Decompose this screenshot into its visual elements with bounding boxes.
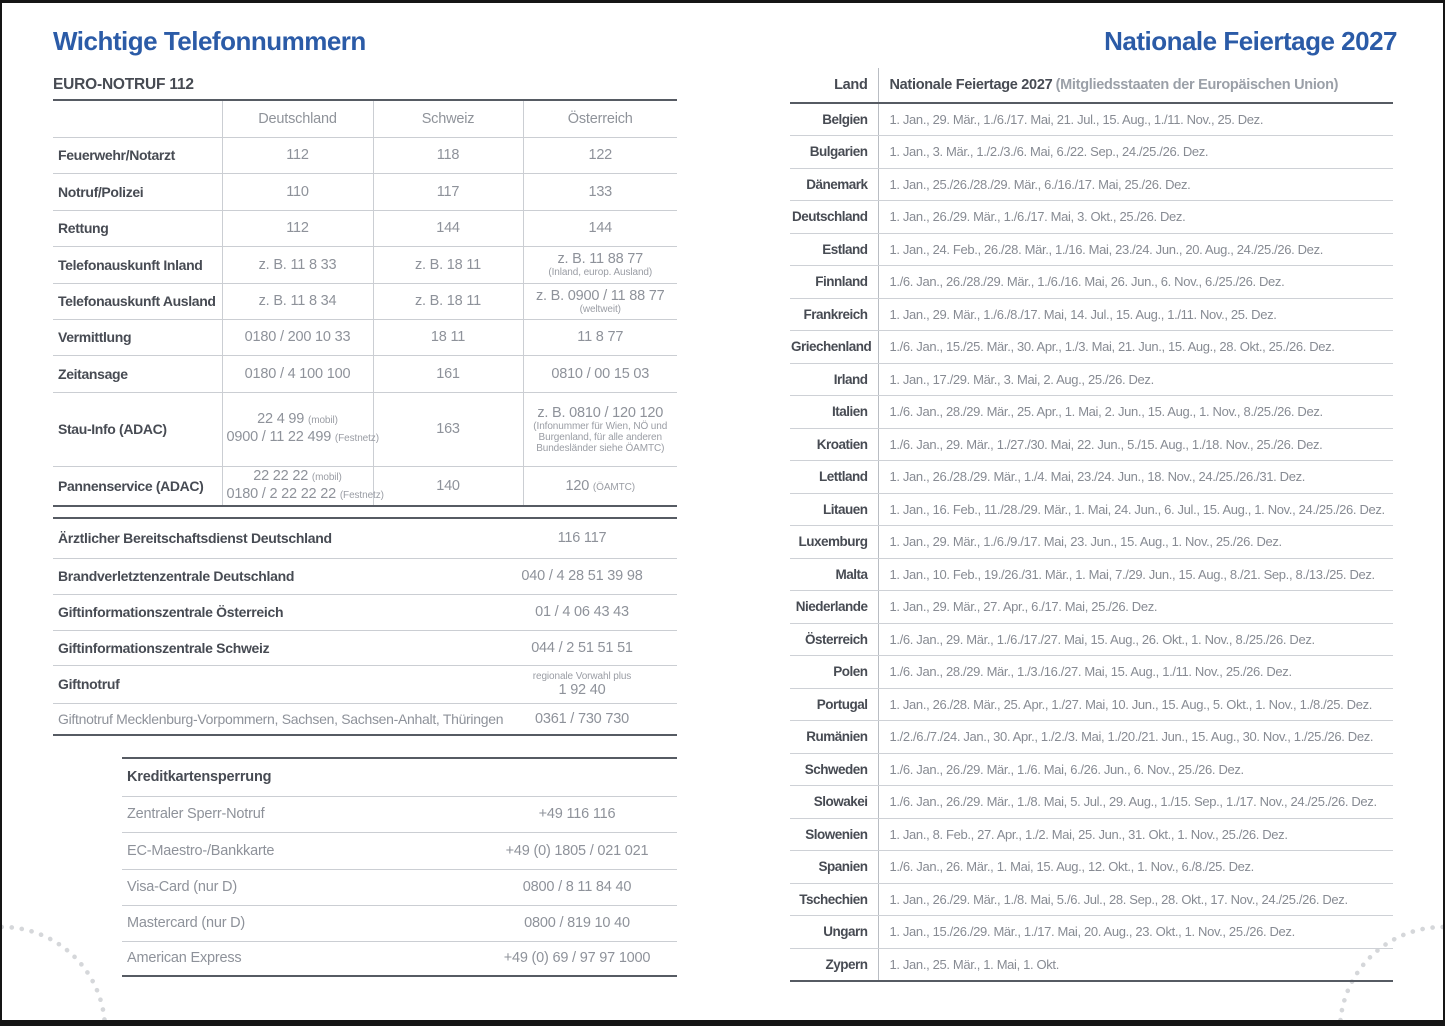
row-label: Zentraler Sperr-Notruf xyxy=(122,796,477,832)
holiday-dates: 1. Jan., 10. Feb., 19./26./31. Mär., 1. Mai, 7./29. Jun., 15. Aug., 8./21. Sep., 8./13./25. Dez. xyxy=(878,558,1393,591)
value-de: 0180 / 200 10 33 xyxy=(222,319,373,355)
row-value: +49 (0) 1805 / 021 021 xyxy=(477,832,677,869)
holiday-dates: 1./2./6./7./24. Jan., 30. Apr., 1./2./3. Mai, 1./20./21. Jun., 15. Aug., 30. Nov., 1./25./26. Dez. xyxy=(878,721,1393,754)
holiday-dates: 1. Jan., 8. Feb., 27. Apr., 1./2. Mai, 25. Jun., 31. Okt., 1. Nov., 25./26. Dez. xyxy=(878,818,1393,851)
value-note: (mobil) xyxy=(307,415,338,426)
value-ch: 118 xyxy=(373,137,523,173)
value-de: z. B. 11 8 34 xyxy=(222,283,373,319)
credit-card-heading: Kreditkartensperrung xyxy=(122,758,677,796)
holiday-dates: 1. Jan., 26./28. Mär., 25. Apr., 1./27. Mai, 10. Jun., 15. Aug., 5. Okt., 1. Nov., 1./8./25. Dez. xyxy=(878,688,1393,721)
country-name: Italien xyxy=(790,396,878,429)
country-name: Estland xyxy=(790,233,878,266)
table-row xyxy=(790,103,1393,136)
country-name: Slowenien xyxy=(790,818,878,851)
country-name: Portugal xyxy=(790,688,878,721)
holiday-dates: 1. Jan., 29. Mär., 1./6./8./17. Mai, 14. Jul., 15. Aug., 1./11. Nov., 25. Dez. xyxy=(878,298,1393,331)
table-row xyxy=(790,396,1393,429)
value-at: 122 xyxy=(523,137,677,173)
value-line xyxy=(227,411,369,429)
credit-card-table xyxy=(122,757,677,977)
table-row xyxy=(53,703,677,735)
country-name: Zypern xyxy=(790,948,878,981)
table-row xyxy=(53,319,677,355)
table-header-row xyxy=(790,68,1393,103)
table-row xyxy=(790,136,1393,169)
holiday-dates: 1. Jan., 17./29. Mär., 3. Mai, 2. Aug., 25./26. Dez. xyxy=(878,363,1393,396)
value-main: z. B. 0900 / 11 88 77 xyxy=(535,287,665,304)
table-row xyxy=(790,883,1393,916)
holiday-dates: 1./6. Jan., 29. Mär., 1./6./17./27. Mai, 15. Aug., 26. Okt., 1. Nov., 8./25./26. Dez. xyxy=(878,623,1393,656)
country-name: Belgien xyxy=(790,103,878,136)
table-row xyxy=(53,355,677,392)
table-row xyxy=(790,753,1393,786)
country-name: Spanien xyxy=(790,851,878,884)
country-name: Rumänien xyxy=(790,721,878,754)
page-title-left: Wichtige Telefonnummern xyxy=(53,26,366,56)
table-row xyxy=(122,869,677,905)
holidays-column-header xyxy=(878,68,1393,103)
euro-notruf-table xyxy=(53,99,677,507)
table-row xyxy=(790,331,1393,364)
holiday-dates: 1. Jan., 25./26./28./29. Mär., 6./16./17. Mai, 25./26. Dez. xyxy=(878,168,1393,201)
value-ch: z. B. 18 11 xyxy=(373,246,523,283)
table-row xyxy=(53,466,677,506)
value-ch: 161 xyxy=(373,355,523,392)
scan-edge-bottom xyxy=(0,1020,1445,1026)
value-main: 0900 / 11 22 499 xyxy=(226,429,332,445)
holiday-dates: 1./6. Jan., 26. Mär., 1. Mai, 15. Aug., 12. Okt., 1. Nov., 6./8./25. Dez. xyxy=(878,851,1393,884)
table-row xyxy=(122,941,677,976)
country-name: Griechenland xyxy=(790,331,878,364)
row-label: Giftnotruf Mecklenburg-Vorpommern, Sachsen, Sachsen-Anhalt, Thüringen xyxy=(58,710,504,727)
holiday-dates: 1. Jan., 16. Feb., 11./28./29. Mär., 1. Mai, 24. Jun., 6. Jul., 15. Aug., 1. Nov., 24./25./26. Dez. xyxy=(878,493,1393,526)
row-label: Giftinformationszentrale Österreich xyxy=(53,594,487,630)
holiday-dates: 1. Jan., 24. Feb., 26./28. Mär., 1./16. Mai, 23./24. Jun., 20. Aug., 24./25./26. Dez. xyxy=(878,233,1393,266)
country-name: Frankreich xyxy=(790,298,878,331)
row-label: American Express xyxy=(127,950,242,967)
value-ch: 18 11 xyxy=(373,319,523,355)
column-header-oesterreich: Österreich xyxy=(523,100,677,137)
row-label: Visa-Card (nur D) xyxy=(122,869,477,905)
country-name: Irland xyxy=(790,363,878,396)
table-row xyxy=(790,363,1393,396)
table-header-row xyxy=(53,100,677,137)
value-de: 0180 / 4 100 100 xyxy=(222,355,373,392)
table-row xyxy=(53,210,677,246)
value-line xyxy=(227,468,369,486)
value-note: (mobil) xyxy=(311,471,342,483)
country-name: Niederlande xyxy=(790,591,878,624)
decorative-dots-arc-left xyxy=(0,906,120,1026)
country-name: Litauen xyxy=(790,493,878,526)
row-label: Rettung xyxy=(53,210,222,246)
value-line xyxy=(226,429,379,447)
country-name: Schweden xyxy=(790,753,878,786)
column-header-deutschland: Deutschland xyxy=(222,100,373,137)
row-value: +49 116 116 xyxy=(477,796,677,832)
table-row xyxy=(53,594,677,630)
value-ch: 117 xyxy=(373,173,523,210)
table-row xyxy=(53,137,677,173)
value-de xyxy=(222,466,384,506)
table-row xyxy=(790,916,1393,949)
row-value: 116 117 xyxy=(487,518,677,558)
holiday-dates: 1./6. Jan., 26./29. Mär., 1./6. Mai, 6./26. Jun., 6. Nov., 25./26. Dez. xyxy=(878,753,1393,786)
table-row xyxy=(53,283,677,319)
value-at: 0810 / 00 15 03 xyxy=(523,355,677,392)
row-value: 044 / 2 51 51 51 xyxy=(487,630,677,665)
holidays-table xyxy=(790,68,1393,982)
value-at xyxy=(523,466,677,506)
row-label: Stau-Info (ADAC) xyxy=(53,392,222,466)
row-value: 01 / 4 06 43 43 xyxy=(487,594,677,630)
country-name: Bulgarien xyxy=(790,136,878,169)
row-label: Notruf/Polizei xyxy=(53,173,222,210)
value-de: 112 xyxy=(222,137,373,173)
holiday-dates: 1. Jan., 29. Mär., 1./6./17. Mai, 21. Jul., 15. Aug., 1./11. Nov., 25. Dez. xyxy=(878,103,1393,136)
table-row xyxy=(790,818,1393,851)
table-row xyxy=(122,832,677,869)
row-label: Zeitansage xyxy=(53,355,222,392)
value-de xyxy=(222,392,379,466)
value-main: z. B. 0810 / 120 120 xyxy=(537,404,664,421)
row-label: Telefonauskunft Inland xyxy=(53,246,222,283)
table-row xyxy=(53,246,677,283)
table-row xyxy=(790,493,1393,526)
table-row xyxy=(53,518,677,558)
country-name: Tschechien xyxy=(790,883,878,916)
table-row xyxy=(790,558,1393,591)
row-value xyxy=(487,665,677,703)
table-row xyxy=(53,665,677,703)
country-name: Kroatien xyxy=(790,428,878,461)
table-row xyxy=(790,168,1393,201)
table-row xyxy=(790,786,1393,819)
table-row xyxy=(790,298,1393,331)
table-row xyxy=(790,591,1393,624)
holiday-dates: 1./6. Jan., 26./28./29. Mär., 1./6./16. Mai, 26. Jun., 6. Nov., 6./25./26. Dez. xyxy=(878,266,1393,299)
table-row xyxy=(53,630,677,665)
table-row xyxy=(790,461,1393,494)
value-note: (ÖAMTC) xyxy=(592,481,635,493)
value-at xyxy=(523,392,677,466)
row-label: Pannenservice (ADAC) xyxy=(53,466,222,506)
table-row xyxy=(53,173,677,210)
holiday-dates: 1. Jan., 3. Mär., 1./2./3./6. Mai, 6./22. Sep., 24./25./26. Dez. xyxy=(878,136,1393,169)
country-name: Österreich xyxy=(790,623,878,656)
value-de: 112 xyxy=(222,210,373,246)
value-note: regionale Vorwahl plus xyxy=(532,670,632,682)
holiday-dates: 1./6. Jan., 29. Mär., 1./27./30. Mai, 22. Jun., 5./15. Aug., 1./18. Nov., 25./26. Dez. xyxy=(878,428,1393,461)
table-row xyxy=(790,526,1393,559)
row-label: Mastercard (nur D) xyxy=(122,905,477,941)
table-row xyxy=(790,851,1393,884)
row-label: Giftinformationszentrale Schweiz xyxy=(53,630,487,665)
country-name: Finnland xyxy=(790,266,878,299)
table-row xyxy=(790,201,1393,234)
row-label: Giftnotruf xyxy=(53,665,487,703)
row-value: 0800 / 819 10 40 xyxy=(477,905,677,941)
table-row xyxy=(790,948,1393,981)
table-row xyxy=(790,656,1393,689)
holiday-dates: 1./6. Jan., 26./29. Mär., 1./8. Mai, 5. Jul., 29. Aug., 1./15. Sep., 1./17. Nov., 24./25./26. Dez. xyxy=(878,786,1393,819)
row-label: Brandverletztenzentrale Deutschland xyxy=(53,558,487,594)
holiday-dates: 1. Jan., 29. Mär., 27. Apr., 6./17. Mai, 25./26. Dez. xyxy=(878,591,1393,624)
table-row xyxy=(790,233,1393,266)
value-main: 120 xyxy=(565,477,590,494)
country-name: Polen xyxy=(790,656,878,689)
emergency-services-table xyxy=(53,517,677,736)
holiday-dates: 1. Jan., 25. Mär., 1. Mai, 1. Okt. xyxy=(878,948,1393,981)
row-label: Ärztlicher Bereitschaftsdienst Deutschland xyxy=(53,518,487,558)
value-at: 144 xyxy=(523,210,677,246)
page-title-right: Nationale Feiertage 2027 xyxy=(1104,26,1397,56)
value-de: z. B. 11 8 33 xyxy=(222,246,373,283)
scan-edge-left xyxy=(0,0,2,1026)
country-name: Luxemburg xyxy=(790,526,878,559)
table-row xyxy=(122,905,677,941)
value-main: 22 4 99 xyxy=(257,411,305,427)
holiday-dates: 1. Jan., 26./29. Mär., 1./6./17. Mai, 3. Okt., 25./26. Dez. xyxy=(878,201,1393,234)
column-header-schweiz: Schweiz xyxy=(373,100,523,137)
value-note: (Infonummer für Wien, NÖ und Burgenland, für alle anderen Bundesländer siehe ÖAMTC) xyxy=(533,420,668,454)
value-note: (Inland, europ. Ausland) xyxy=(548,267,653,278)
country-name: Slowakei xyxy=(790,786,878,819)
value-ch: 144 xyxy=(373,210,523,246)
value-at xyxy=(523,246,677,283)
table-row xyxy=(790,266,1393,299)
land-column-header: Land xyxy=(790,68,878,103)
table-row xyxy=(790,688,1393,721)
table-row xyxy=(790,428,1393,461)
row-value: 0361 / 730 730 xyxy=(535,710,629,727)
holidays-header-title: Nationale Feiertage 2027 xyxy=(889,77,1053,93)
table-row xyxy=(790,623,1393,656)
row-value: +49 (0) 69 / 97 97 1000 xyxy=(503,950,651,967)
row-label: Vermittlung xyxy=(53,319,222,355)
euro-notruf-heading: EURO-NOTRUF 112 xyxy=(53,76,194,93)
holiday-dates: 1./6. Jan., 28./29. Mär., 1./3./16./27. Mai, 15. Aug., 1./11. Nov., 25./26. Dez. xyxy=(878,656,1393,689)
value-note: (Festnetz) xyxy=(334,433,379,444)
country-name: Ungarn xyxy=(790,916,878,949)
value-note: (Festnetz) xyxy=(339,489,384,501)
value-note: (weltweit) xyxy=(579,303,621,315)
table-header-row xyxy=(122,758,677,796)
value-line xyxy=(226,485,384,504)
holiday-dates: 1. Jan., 26./29. Mär., 1./8. Mai, 5./6. Jul., 28. Sep., 28. Okt., 17. Nov., 24./25./26. Dez. xyxy=(878,883,1393,916)
value-main: z. B. 11 88 77 xyxy=(557,251,644,267)
table-row xyxy=(122,796,677,832)
value-ch: z. B. 18 11 xyxy=(373,283,523,319)
holiday-dates: 1./6. Jan., 15./25. Mär., 30. Apr., 1./3. Mai, 21. Jun., 15. Aug., 28. Okt., 25./26. Dez. xyxy=(878,331,1393,364)
scan-edge-top xyxy=(0,0,1445,3)
holiday-dates: 1./6. Jan., 28./29. Mär., 25. Apr., 1. Mai, 2. Jun., 15. Aug., 1. Nov., 8./25./26. Dez. xyxy=(878,396,1393,429)
value-de: 110 xyxy=(222,173,373,210)
value-main: 1 92 40 xyxy=(558,681,606,698)
value-ch: 140 xyxy=(373,466,523,506)
holidays-header-note: (Mitgliedsstaaten der Europäischen Union) xyxy=(1055,77,1339,93)
holiday-dates: 1. Jan., 26./28./29. Mär., 1./4. Mai, 23./24. Jun., 18. Nov., 24./25./26./31. Dez. xyxy=(878,461,1393,494)
table-row xyxy=(53,558,677,594)
row-label: Feuerwehr/Notarzt xyxy=(53,137,222,173)
country-name: Malta xyxy=(790,558,878,591)
value-ch: 163 xyxy=(373,392,523,466)
row-label: Telefonauskunft Ausland xyxy=(53,283,222,319)
corner-cell xyxy=(53,100,222,137)
value-at: 11 8 77 xyxy=(523,319,677,355)
row-value: 0800 / 8 11 84 40 xyxy=(477,869,677,905)
country-name: Deutschland xyxy=(790,201,878,234)
value-at xyxy=(523,283,677,319)
table-row xyxy=(790,721,1393,754)
value-main: 0180 / 2 22 22 22 xyxy=(226,485,336,502)
holiday-dates: 1. Jan., 29. Mär., 1./6./9./17. Mai, 23. Jun., 15. Aug., 1. Nov., 25./26. Dez. xyxy=(878,526,1393,559)
table-row xyxy=(53,392,677,466)
value-at: 133 xyxy=(523,173,677,210)
holiday-dates: 1. Jan., 15./26./29. Mär., 1./17. Mai, 20. Aug., 23. Okt., 1. Nov., 25./26. Dez. xyxy=(878,916,1393,949)
row-value: 040 / 4 28 51 39 98 xyxy=(487,558,677,594)
country-name: Dänemark xyxy=(790,168,878,201)
row-label: EC-Maestro-/Bankkarte xyxy=(122,832,477,869)
country-name: Lettland xyxy=(790,461,878,494)
value-main: 22 22 22 xyxy=(253,467,309,484)
